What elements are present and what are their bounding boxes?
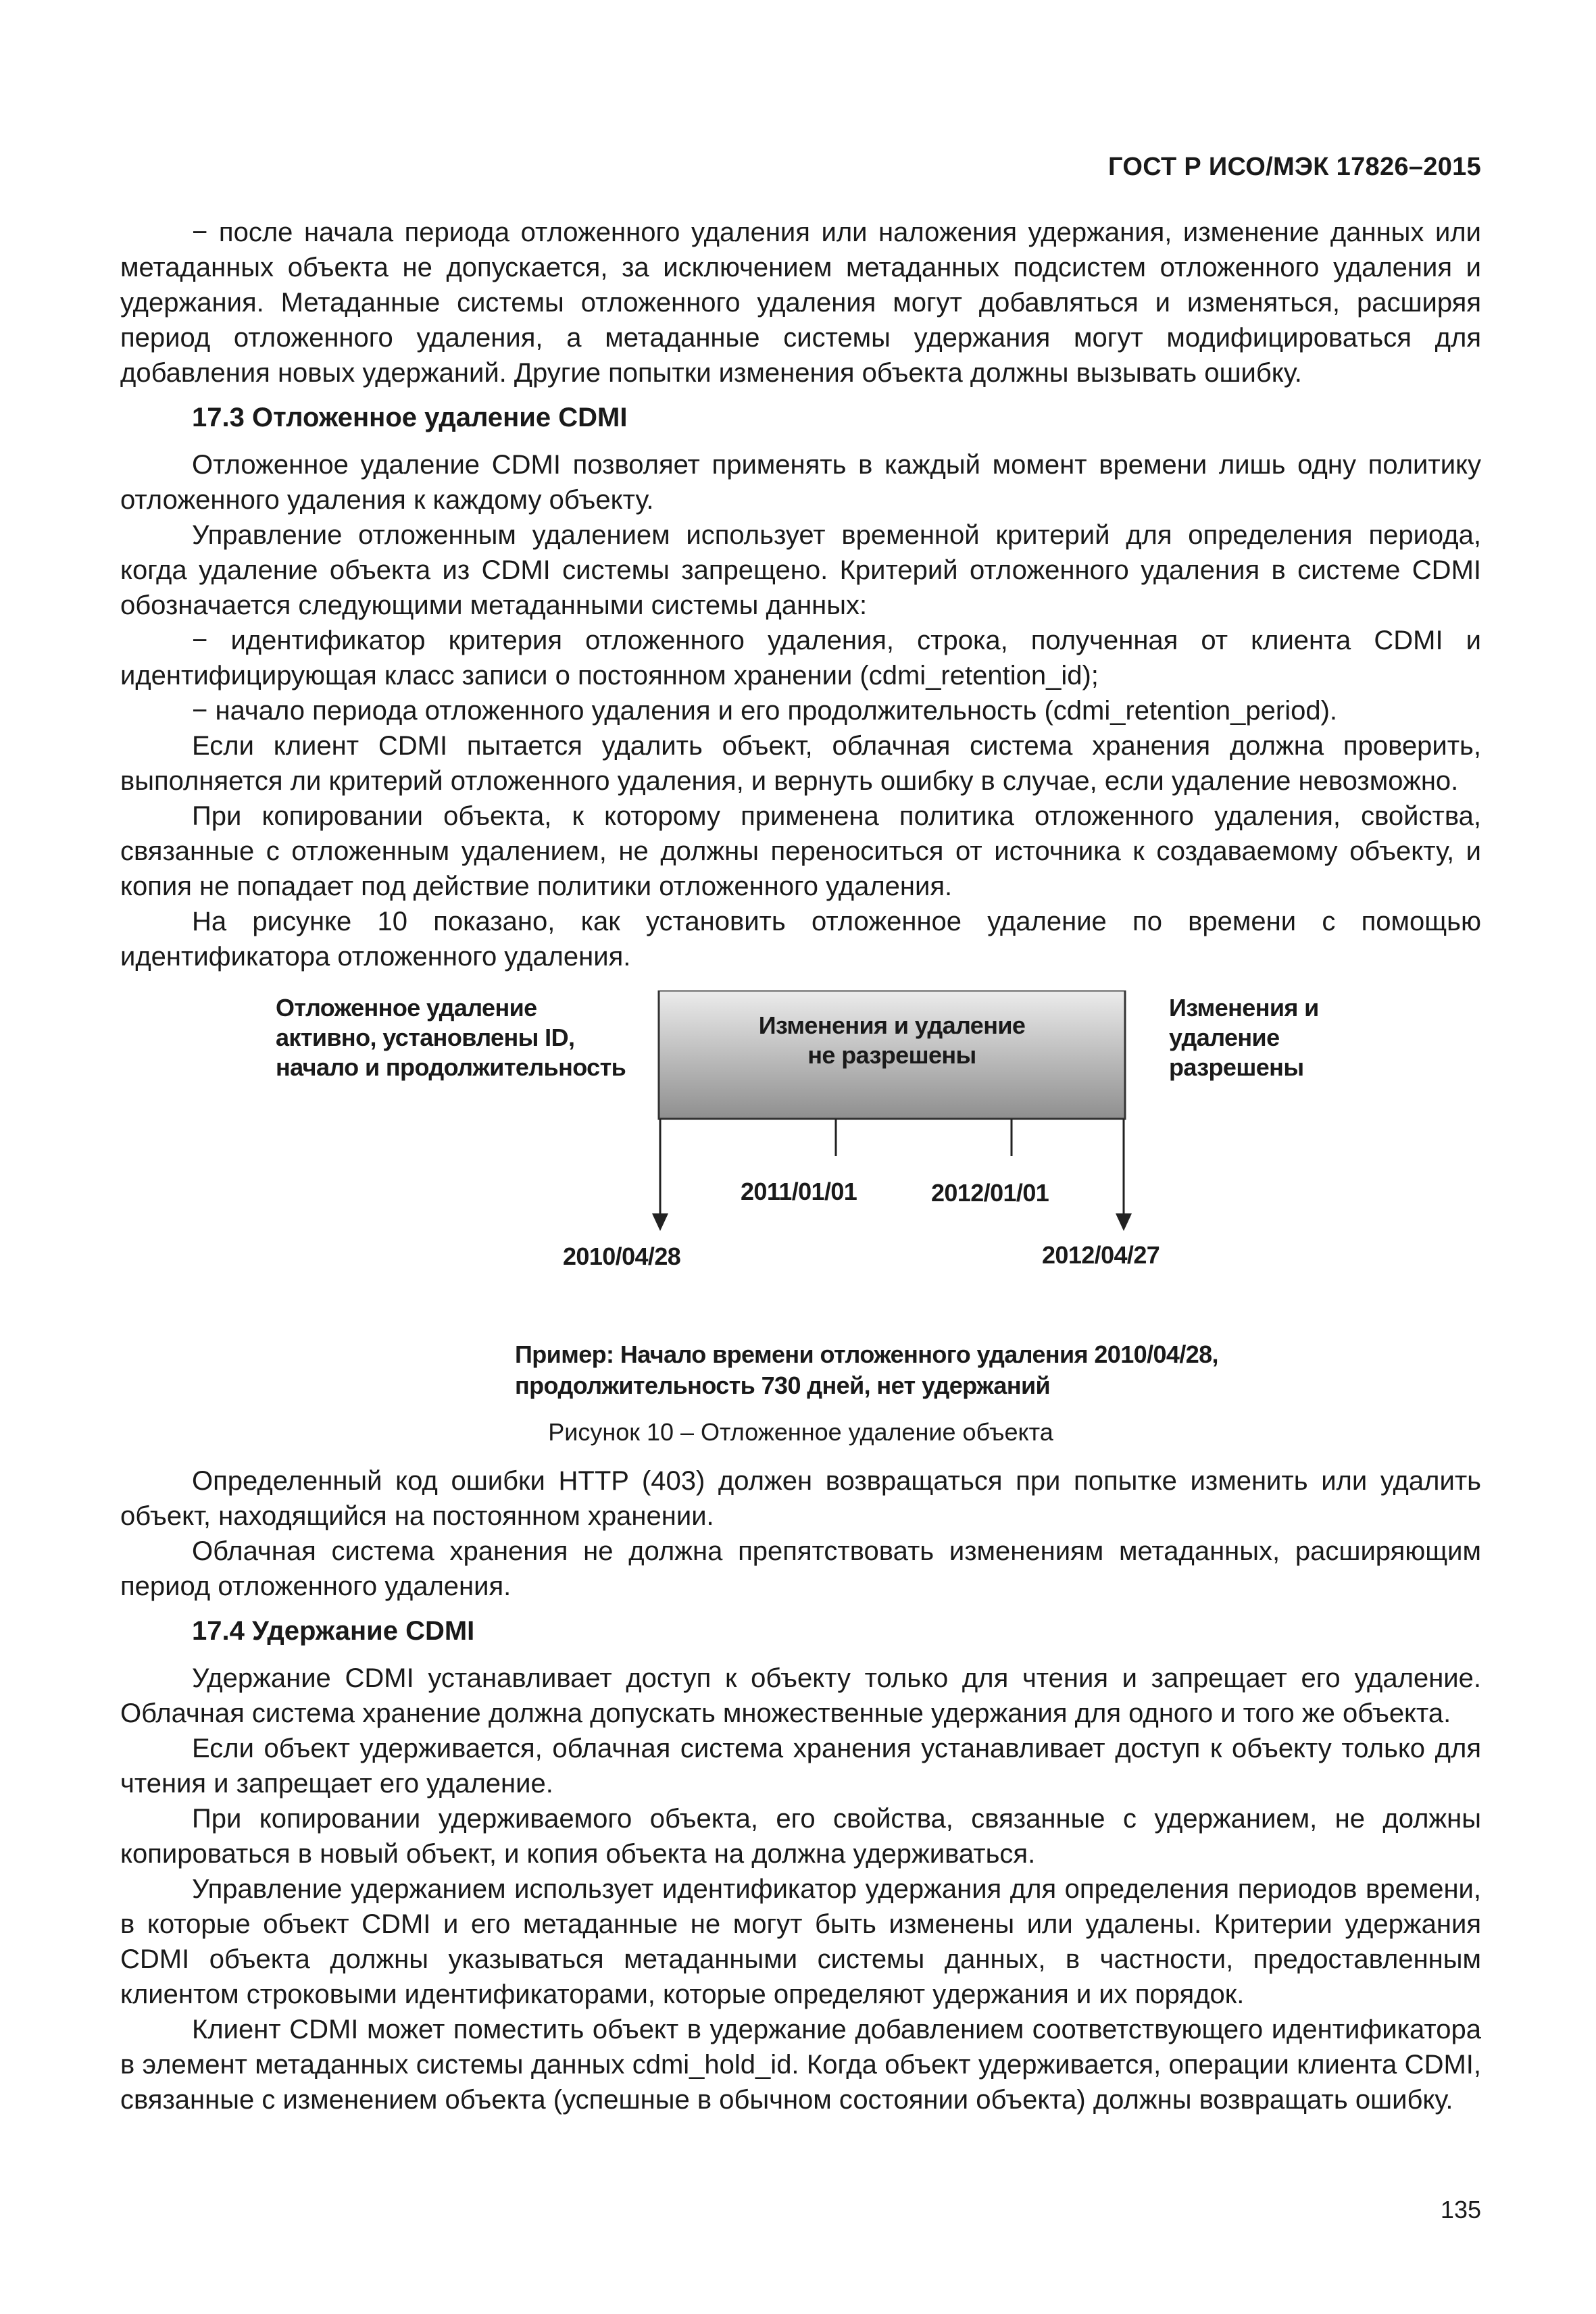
paragraph: На рисунке 10 показано, как установить отложенное удаление по времени с помощью идентификатора отложенного удаления. (120, 907, 1481, 972)
start-arrow-head (652, 1213, 668, 1231)
paragraph: Отложенное удаление CDMI позволяет применять в каждый момент времени лишь одну политику отложенного удаления к каждому объекту. (120, 450, 1481, 515)
example-text-line2: продолжительность 730 дней, нет удержаний (515, 1372, 1051, 1399)
paragraph: Определенный код ошибки HTTP (403) должен возвращаться при попытке изменить или удалить объект, находящийся на постоянном хранении. (120, 1466, 1481, 1531)
date-end-label: 2012/04/27 (1042, 1241, 1160, 1269)
box-label: Изменения и удаление не разрешены (758, 1011, 1026, 1069)
example-label: Пример: (515, 1340, 614, 1368)
paragraph: Если объект удерживается, облачная система хранения устанавливает доступ к объекту только для чтения и запрещает его удаление. (120, 1734, 1481, 1799)
date-2011-label: 2011/01/01 (741, 1178, 857, 1205)
paragraph: Облачная система хранения не должна препятствовать изменениям метаданных, расширяющим период отложенного удаления. (120, 1536, 1481, 1601)
list-item: − идентификатор критерия отложенного удаления, строка, полученная от клиента CDMI и идентифицирующая класс записи о постоянном хранении (cdmi_retention_id); (120, 626, 1481, 690)
paragraph: При копировании объекта, к которому применена политика отложенного удаления, свойства, связанные с отложенным удалением, не должны переноситься от источника к создаваемому объекту, и копия не попадает под действие политики отложенного удаления. (120, 801, 1481, 901)
paragraph: − после начала периода отложенного удаления или наложения удержания, изменение данных или метаданных объекта не допускается, за исключением метаданных подсистем отложенного удаления и удержания. Метаданные системы отложенного удаления могут добавляться и изменяться, расширяя период отложенного удаления, а метаданные системы удержания могут модифицироваться для добавления новых удержаний. Другие попытки изменения объекта должны вызывать ошибку. (120, 218, 1481, 388)
section-heading-17-3: 17.3 Отложенное удаление CDMI (192, 403, 628, 432)
page-body (120, 215, 1481, 2117)
end-arrow-head (1116, 1213, 1132, 1231)
paragraph: Если клиент CDMI пытается удалить объект, облачная система хранения должна проверить, выполняется ли критерий отложенного удаления, и вернуть ошибку в случае, если удаление невозможно. (120, 731, 1481, 796)
right-label: Изменения и удаление разрешены (1169, 994, 1319, 1081)
figure-retention-timeline (120, 990, 1481, 1463)
figure-caption: Рисунок 10 – Отложенное удаление объекта (548, 1418, 1053, 1446)
paragraph: Клиент CDMI может поместить объект в удержание добавлением соответствующего идентификатора в элемент метаданных системы данных cdmi_hold_id. Когда объект удерживается, операции клиента CDMI, связанные с изменением объекта (успешные в обычном состоянии объекта) должны возвращать ошибку. (120, 2015, 1481, 2115)
paragraph: Управление удержанием использует идентификатор удержания для определения периодов времени, в которые объект CDMI и его метаданные не могут быть изменены или удалены. Критерии удержания CDMI объекта должны указываться метаданными системы данных, в частности, предоставленным клиентом строковыми идентификаторами, которые определяют удержания и их порядок. (120, 1874, 1481, 2009)
paragraph: Удержание CDMI устанавливает доступ к объекту только для чтения и запрещает его удаление. Облачная система хранение должна допускать множественные удержания для одного и того же объекта. (120, 1663, 1481, 1728)
date-2012-label: 2012/01/01 (931, 1179, 1049, 1207)
left-label: Отложенное удаление активно, установлены ID, начало и продолжительность (276, 994, 626, 1081)
example-text: Начало времени отложенного удаления 2010/04/28, (614, 1340, 1218, 1368)
page-number: 135 (1440, 2196, 1481, 2223)
figure-example-note (515, 1339, 1218, 1401)
paragraph: При копировании удерживаемого объекта, его свойства, связанные с удержанием, не должны копироваться в новый объект, и копия объекта на должна удерживаться. (120, 1804, 1481, 1869)
list-item: − начало периода отложенного удаления и его продолжительность (cdmi_retention_period). (192, 696, 1337, 726)
document-header: ГОСТ Р ИСО/МЭК 17826–2015 (1108, 153, 1481, 181)
paragraph: Управление отложенным удалением использует временной критерий для определения периода, когда удаление объекта из CDMI системы запрещено. Критерий отложенного удаления в системе CDMI обозначается следующими метаданными системы данных: (120, 520, 1481, 620)
section-heading-17-4: 17.4 Удержание CDMI (192, 1616, 475, 1646)
date-start-label: 2010/04/28 (563, 1242, 681, 1270)
